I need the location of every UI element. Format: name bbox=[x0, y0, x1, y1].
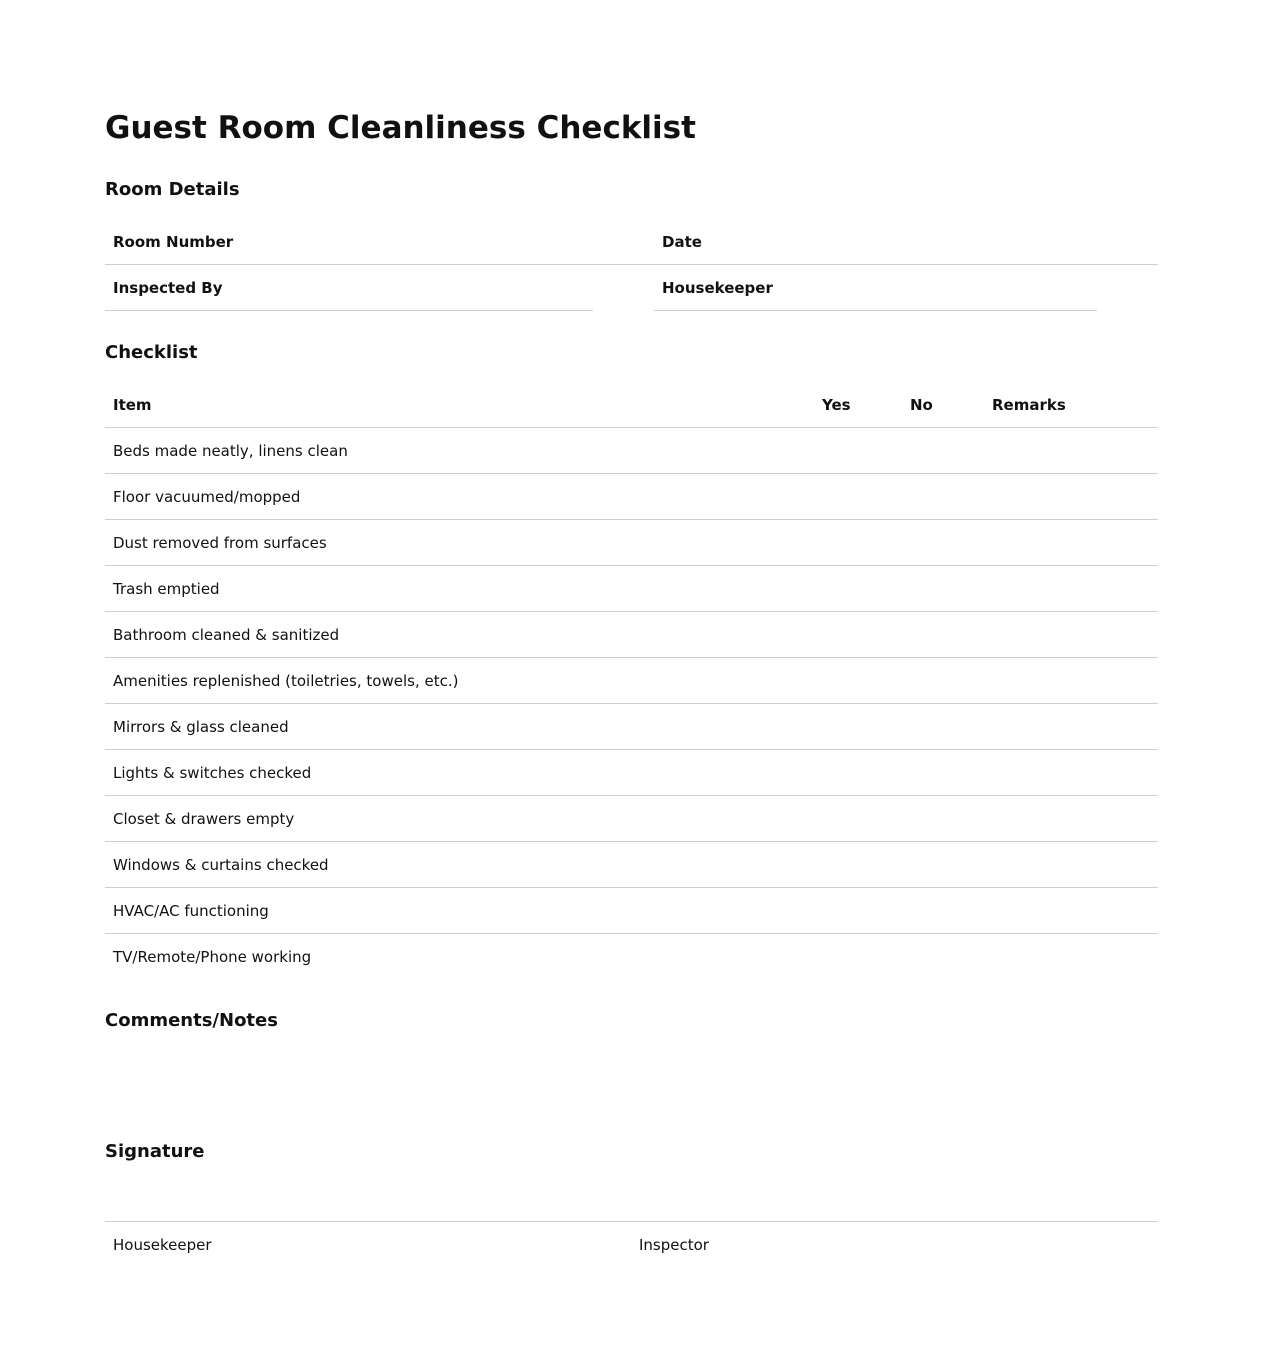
column-header-item: Item bbox=[113, 396, 152, 414]
checklist-row bbox=[105, 704, 1158, 750]
signature-line bbox=[105, 1221, 1158, 1222]
document-title: Guest Room Cleanliness Checklist bbox=[105, 110, 696, 146]
checklist-row bbox=[105, 888, 1158, 934]
checklist-row bbox=[105, 474, 1158, 520]
checklist-row bbox=[105, 612, 1158, 658]
checklist-table bbox=[105, 382, 1158, 980]
inspected-by-line bbox=[105, 310, 593, 311]
housekeeper-signature-label: Housekeeper bbox=[113, 1236, 212, 1254]
checklist-row bbox=[105, 750, 1158, 796]
inspector-signature-label: Inspector bbox=[639, 1236, 709, 1254]
checklist-row bbox=[105, 842, 1158, 888]
checklist-body bbox=[105, 428, 1158, 980]
checklist-item-label: Amenities replenished (toiletries, towels, etc.) bbox=[113, 672, 459, 690]
checklist-header-row bbox=[105, 382, 1158, 428]
room-details-table bbox=[105, 219, 1158, 311]
date-label: Date bbox=[662, 233, 702, 251]
details-row-2 bbox=[105, 265, 1158, 311]
column-header-remarks: Remarks bbox=[992, 396, 1066, 414]
column-header-no: No bbox=[910, 396, 933, 414]
column-header-yes: Yes bbox=[822, 396, 851, 414]
housekeeper-line bbox=[654, 310, 1097, 311]
checklist-item-label: Dust removed from surfaces bbox=[113, 534, 327, 552]
checklist-item-label: Lights & switches checked bbox=[113, 764, 312, 782]
checklist-item-label: HVAC/AC functioning bbox=[113, 902, 269, 920]
checklist-row bbox=[105, 566, 1158, 612]
checklist-item-label: Bathroom cleaned & sanitized bbox=[113, 626, 340, 644]
checklist-row bbox=[105, 934, 1158, 980]
checklist-item-label: Mirrors & glass cleaned bbox=[113, 718, 289, 736]
checklist-item-label: Trash emptied bbox=[113, 580, 220, 598]
checklist-row bbox=[105, 796, 1158, 842]
room-number-label: Room Number bbox=[113, 233, 234, 251]
checklist-row bbox=[105, 520, 1158, 566]
details-row-1 bbox=[105, 219, 1158, 265]
checklist-item-label: Windows & curtains checked bbox=[113, 856, 329, 874]
checklist-heading: Checklist bbox=[105, 342, 198, 363]
comments-heading: Comments/Notes bbox=[105, 1010, 278, 1031]
checklist-row bbox=[105, 428, 1158, 474]
checklist-item-label: Closet & drawers empty bbox=[113, 810, 295, 828]
checklist-item-label: TV/Remote/Phone working bbox=[113, 948, 312, 966]
inspected-by-label: Inspected By bbox=[113, 279, 223, 297]
checklist-item-label: Beds made neatly, linens clean bbox=[113, 442, 348, 460]
checklist-row bbox=[105, 658, 1158, 704]
signature-heading: Signature bbox=[105, 1141, 205, 1162]
checklist-item-label: Floor vacuumed/mopped bbox=[113, 488, 301, 506]
room-details-heading: Room Details bbox=[105, 179, 240, 200]
housekeeper-label: Housekeeper bbox=[662, 279, 773, 297]
